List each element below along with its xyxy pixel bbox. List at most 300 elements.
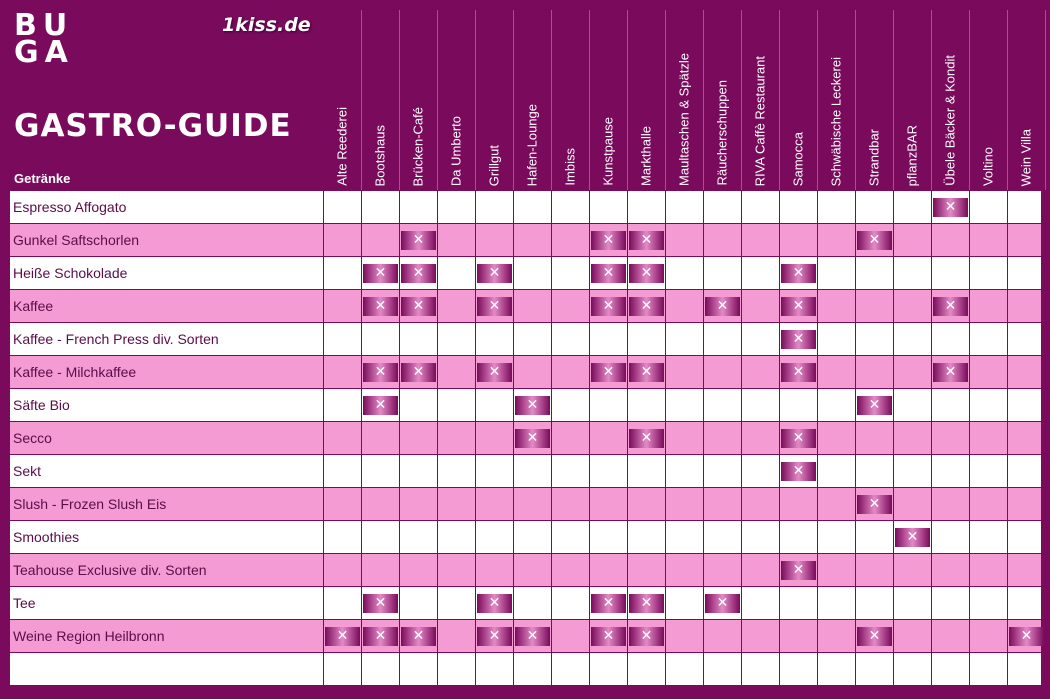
table-cell [513, 587, 551, 620]
watermark: 1kiss.de [222, 14, 311, 36]
table-cell [817, 521, 855, 554]
table-cell [475, 323, 513, 356]
cross-mark-icon: ✕ [591, 627, 626, 646]
table-cell [893, 257, 931, 290]
table-cell [1007, 554, 1045, 587]
table-cell [551, 587, 589, 620]
table-cell [817, 455, 855, 488]
column-header [589, 10, 628, 190]
table-cell [893, 389, 931, 422]
table-cell [855, 422, 893, 455]
table-cell [969, 554, 1007, 587]
table-cell [399, 488, 437, 521]
table-cell [931, 356, 969, 389]
table-cell [703, 389, 741, 422]
table-cell [931, 620, 969, 653]
column-header-label: Hafen-Lounge [524, 103, 540, 186]
table-cell [437, 290, 475, 323]
column-header [627, 10, 666, 190]
column-header [741, 10, 780, 190]
table-cell [399, 521, 437, 554]
table-cell [703, 488, 741, 521]
table-cell [665, 620, 703, 653]
table-cell [665, 488, 703, 521]
table-cell [665, 224, 703, 257]
table-cell [855, 389, 893, 422]
table-cell [931, 323, 969, 356]
table-cell [931, 389, 969, 422]
table-cell [437, 521, 475, 554]
cross-mark-icon: ✕ [401, 297, 436, 316]
table-row [10, 554, 1041, 587]
table-cell [969, 323, 1007, 356]
column-header [475, 10, 514, 190]
table-cell [741, 455, 779, 488]
table-cell [513, 389, 551, 422]
row-label: Sekt [10, 455, 323, 488]
cross-mark-icon: ✕ [591, 363, 626, 382]
cross-mark-icon: ✕ [857, 231, 892, 250]
table-cell [551, 488, 589, 521]
table-cell [437, 422, 475, 455]
row-label: Teahouse Exclusive div. Sorten [10, 554, 323, 587]
table-cell [589, 587, 627, 620]
table-cell [627, 620, 665, 653]
table-cell [323, 257, 361, 290]
table-cell [551, 653, 589, 686]
table-cell [855, 323, 893, 356]
column-header [1007, 10, 1046, 190]
column-header-label: Übele Bäcker & Kondit [942, 55, 958, 186]
table-cell [1007, 488, 1045, 521]
table-cell [817, 191, 855, 224]
table-cell [931, 587, 969, 620]
column-header [323, 10, 362, 190]
table-cell [589, 323, 627, 356]
table-row [10, 224, 1041, 257]
table-cell [969, 488, 1007, 521]
table-cell [551, 554, 589, 587]
table-cell [513, 488, 551, 521]
table-cell [551, 422, 589, 455]
cross-mark-icon: ✕ [895, 528, 930, 547]
table-cell [969, 653, 1007, 686]
cross-mark-icon: ✕ [401, 363, 436, 382]
cross-mark-icon: ✕ [629, 297, 664, 316]
cross-mark-icon: ✕ [857, 627, 892, 646]
table-cell [855, 521, 893, 554]
table-cell [817, 422, 855, 455]
table-cell [817, 389, 855, 422]
table-cell [931, 290, 969, 323]
table-cell [399, 356, 437, 389]
cross-mark-icon: ✕ [781, 297, 816, 316]
table-cell [817, 290, 855, 323]
table-cell [703, 587, 741, 620]
table-cell [361, 356, 399, 389]
column-header-label: Maultaschen & Spätzle [676, 53, 692, 186]
table-cell [969, 422, 1007, 455]
table-cell [551, 323, 589, 356]
buga-logo [14, 8, 74, 70]
table-cell [969, 257, 1007, 290]
cross-mark-icon: ✕ [363, 594, 398, 613]
table-cell [893, 191, 931, 224]
table-cell [361, 191, 399, 224]
table-cell [931, 455, 969, 488]
table-cell [893, 521, 931, 554]
table-cell [627, 389, 665, 422]
table-cell [323, 554, 361, 587]
table-cell [817, 653, 855, 686]
table-row [10, 191, 1041, 224]
table-cell [399, 323, 437, 356]
row-label: Säfte Bio [10, 389, 323, 422]
table-cell [703, 455, 741, 488]
table-cell [475, 521, 513, 554]
cross-mark-icon: ✕ [933, 363, 968, 382]
table-cell [741, 521, 779, 554]
column-header-label: Imbiss [562, 148, 578, 186]
table-cell [855, 554, 893, 587]
table-cell [969, 521, 1007, 554]
column-header [513, 10, 552, 190]
table-cell [817, 356, 855, 389]
table-cell [437, 587, 475, 620]
row-label: Tee [10, 587, 323, 620]
column-header [779, 10, 818, 190]
table-cell [361, 290, 399, 323]
table-cell [741, 389, 779, 422]
column-header-label: Voltino [980, 146, 996, 186]
table-cell [399, 653, 437, 686]
column-header [361, 10, 400, 190]
row-label: Espresso Affogato [10, 191, 323, 224]
column-header-label: Räucherschuppen [714, 80, 730, 186]
table-cell [703, 554, 741, 587]
table-cell [437, 488, 475, 521]
table-cell [817, 323, 855, 356]
table-cell [551, 620, 589, 653]
table-cell [969, 389, 1007, 422]
cross-mark-icon: ✕ [515, 429, 550, 448]
table-cell [399, 257, 437, 290]
cross-mark-icon: ✕ [515, 627, 550, 646]
table-row [10, 389, 1041, 422]
column-header-label: Kunstpause [600, 117, 616, 186]
table-cell [931, 653, 969, 686]
table-cell [551, 257, 589, 290]
cross-mark-icon: ✕ [705, 594, 740, 613]
table-cell [627, 290, 665, 323]
table-cell [779, 455, 817, 488]
table-cell [703, 290, 741, 323]
cross-mark-icon: ✕ [591, 231, 626, 250]
table-cell [703, 323, 741, 356]
table-cell [513, 257, 551, 290]
table-cell [399, 224, 437, 257]
table-cell [969, 290, 1007, 323]
table-cell [323, 455, 361, 488]
table-cell [475, 587, 513, 620]
table-cell [703, 356, 741, 389]
table-cell [779, 488, 817, 521]
table-cell [817, 224, 855, 257]
table-cell [551, 389, 589, 422]
table-cell [361, 554, 399, 587]
table-cell [779, 653, 817, 686]
table-cell [475, 455, 513, 488]
table-cell [589, 290, 627, 323]
table-cell [741, 488, 779, 521]
table-cell [513, 356, 551, 389]
column-header-label: Strandbar [866, 128, 882, 186]
table-cell [513, 620, 551, 653]
table-cell [589, 356, 627, 389]
table-cell [893, 224, 931, 257]
cross-mark-icon: ✕ [477, 264, 512, 283]
table-row [10, 488, 1041, 521]
table-cell [551, 224, 589, 257]
table-cell [399, 587, 437, 620]
table-cell [437, 257, 475, 290]
table-cell [627, 224, 665, 257]
table-cell [969, 191, 1007, 224]
table-cell [703, 422, 741, 455]
column-header [931, 10, 970, 190]
table-row [10, 290, 1041, 323]
table-cell [627, 356, 665, 389]
table-cell [779, 323, 817, 356]
table-cell [855, 191, 893, 224]
table-cell [779, 521, 817, 554]
table-cell [855, 356, 893, 389]
table-cell [741, 620, 779, 653]
table-cell [779, 290, 817, 323]
table-cell [437, 224, 475, 257]
column-header [893, 10, 932, 190]
table-cell [513, 290, 551, 323]
cross-mark-icon: ✕ [781, 462, 816, 481]
table-cell [665, 653, 703, 686]
table-cell [589, 488, 627, 521]
table-cell [893, 620, 931, 653]
table-cell [893, 422, 931, 455]
table-cell [323, 422, 361, 455]
table-cell [665, 323, 703, 356]
table-cell [437, 620, 475, 653]
table-cell [627, 587, 665, 620]
cross-mark-icon: ✕ [629, 627, 664, 646]
table-cell [589, 521, 627, 554]
table-cell [1007, 323, 1045, 356]
table-cell [931, 554, 969, 587]
cross-mark-icon: ✕ [629, 429, 664, 448]
table-cell [589, 422, 627, 455]
table-cell [475, 422, 513, 455]
table-cell [779, 587, 817, 620]
table-cell [551, 521, 589, 554]
table-cell [475, 224, 513, 257]
table-cell [399, 290, 437, 323]
column-header-label: Markthalle [638, 126, 654, 186]
table-cell [855, 257, 893, 290]
table-cell [437, 653, 475, 686]
table-cell [665, 257, 703, 290]
table-cell [1007, 587, 1045, 620]
table-cell [361, 455, 399, 488]
column-header-label: Brücken-Café [410, 106, 426, 186]
cross-mark-icon: ✕ [363, 396, 398, 415]
column-header-label: pflanzBAR [904, 124, 920, 186]
table-cell [741, 290, 779, 323]
table-cell [741, 554, 779, 587]
table-cell [437, 455, 475, 488]
row-label: Heiße Schokolade [10, 257, 323, 290]
table-cell [931, 521, 969, 554]
table-cell [665, 290, 703, 323]
table-cell [893, 323, 931, 356]
cross-mark-icon: ✕ [477, 297, 512, 316]
table-cell [817, 620, 855, 653]
table-cell [1007, 653, 1045, 686]
row-label [10, 653, 323, 686]
table-cell [703, 257, 741, 290]
table-cell [893, 356, 931, 389]
table-cell [893, 455, 931, 488]
table-cell [513, 521, 551, 554]
table-cell [323, 224, 361, 257]
table-cell [323, 191, 361, 224]
table-cell [399, 191, 437, 224]
table-cell [1007, 620, 1045, 653]
cross-mark-icon: ✕ [591, 297, 626, 316]
table-cell [551, 191, 589, 224]
cross-mark-icon: ✕ [363, 363, 398, 382]
table-cell [1007, 389, 1045, 422]
table-cell [513, 323, 551, 356]
table-cell [437, 389, 475, 422]
table-cell [931, 488, 969, 521]
cross-mark-icon: ✕ [477, 627, 512, 646]
cross-mark-icon: ✕ [363, 264, 398, 283]
column-header-label: Alte Reederei [334, 107, 350, 186]
table-cell [817, 257, 855, 290]
table-cell [323, 290, 361, 323]
column-header [551, 10, 590, 190]
table-cell [475, 488, 513, 521]
cross-mark-icon: ✕ [781, 264, 816, 283]
cross-mark-icon: ✕ [591, 594, 626, 613]
section-label: Getränke [14, 171, 71, 186]
table-cell [703, 224, 741, 257]
table-cell [1007, 521, 1045, 554]
table-row [10, 587, 1041, 620]
column-header-label: Samocca [790, 131, 806, 186]
table-cell [361, 653, 399, 686]
table-cell [627, 422, 665, 455]
table-row [10, 422, 1041, 455]
table-cell [475, 257, 513, 290]
table-cell [855, 488, 893, 521]
table-cell [627, 455, 665, 488]
table-cell [513, 653, 551, 686]
column-header [665, 10, 704, 190]
table-cell [627, 257, 665, 290]
table-cell [703, 653, 741, 686]
cross-mark-icon: ✕ [325, 627, 360, 646]
cross-mark-icon: ✕ [933, 198, 968, 217]
table-cell [475, 389, 513, 422]
cross-mark-icon: ✕ [705, 297, 740, 316]
table-row [10, 356, 1041, 389]
cross-mark-icon: ✕ [401, 264, 436, 283]
table-cell [589, 191, 627, 224]
table-cell [361, 587, 399, 620]
table-cell [1007, 455, 1045, 488]
table-row [10, 455, 1041, 488]
table-cell [779, 620, 817, 653]
column-header-label: RIVA Caffè Restaurant [752, 55, 768, 186]
table-cell [551, 356, 589, 389]
table-cell [1007, 356, 1045, 389]
table-cell [779, 356, 817, 389]
table-cell [931, 224, 969, 257]
table-cell [779, 224, 817, 257]
table-cell [437, 323, 475, 356]
column-header [703, 10, 742, 190]
page-title: GASTRO-GUIDE [14, 108, 292, 144]
table-cell [323, 620, 361, 653]
table-cell [627, 554, 665, 587]
table-cell [665, 389, 703, 422]
table-cell [513, 422, 551, 455]
cross-mark-icon: ✕ [401, 231, 436, 250]
row-label: Kaffee [10, 290, 323, 323]
table-cell [855, 587, 893, 620]
table-cell [361, 257, 399, 290]
table-cell [741, 422, 779, 455]
table-cell [361, 389, 399, 422]
cross-mark-icon: ✕ [515, 396, 550, 415]
cross-mark-icon: ✕ [933, 297, 968, 316]
table-cell [361, 422, 399, 455]
table-cell [437, 191, 475, 224]
column-header [817, 10, 856, 190]
column-header [399, 10, 438, 190]
table-cell [323, 521, 361, 554]
column-header-label: Bootshaus [372, 124, 388, 186]
table-cell [741, 587, 779, 620]
table-cell [665, 587, 703, 620]
cross-mark-icon: ✕ [629, 594, 664, 613]
table-cell [1007, 191, 1045, 224]
table-cell [931, 257, 969, 290]
table-cell [741, 191, 779, 224]
table-cell [969, 356, 1007, 389]
table-cell [513, 455, 551, 488]
table-cell [323, 356, 361, 389]
column-header [437, 10, 476, 190]
cross-mark-icon: ✕ [781, 330, 816, 349]
cross-mark-icon: ✕ [477, 594, 512, 613]
table-cell [323, 488, 361, 521]
table-row [10, 653, 1041, 686]
table-cell [1007, 422, 1045, 455]
column-header [855, 10, 894, 190]
table-cell [399, 620, 437, 653]
table-cell [475, 191, 513, 224]
